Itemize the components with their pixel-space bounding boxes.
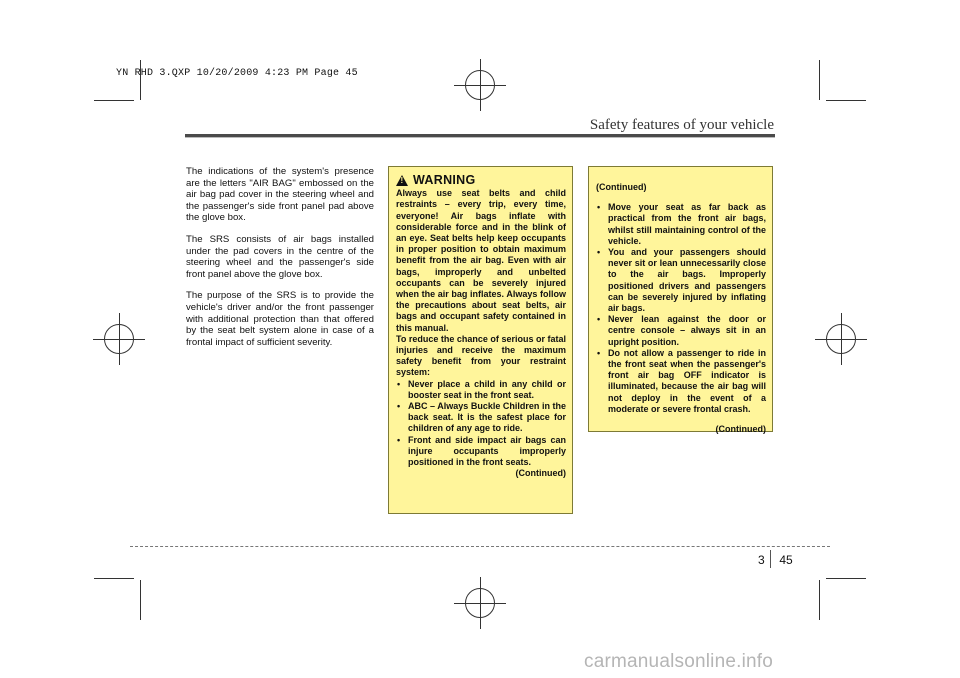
page-number	[758, 553, 793, 567]
crop-mark	[819, 60, 820, 100]
warning-intro: Always use seat belts and child restraints – every trip, every time, everyone! Air bags inflate with considerable force and in the blink of an eye. Seat belts help keep occupants in proper position to obtain maximum benefit from the air bag. Even with air bags, improperly and unbelted occupants can be severely injured when the air bag inflates. Always follow the precautions about seat belts, air bags and occupant safety contained in this manual.	[396, 188, 566, 333]
list-item: • ABC – Always Buckle Children in the back seat. It is the safest place for children of any age to ride.	[396, 401, 566, 435]
continued-warning-box	[588, 166, 773, 435]
chapter-number: 3	[758, 553, 765, 567]
paragraph: The purpose of the SRS is to provide the vehicle's driver and/or the front passenger with additional protection than that offered by the seat belt system alone in case of a frontal impact of sufficient severity.	[186, 290, 374, 348]
watermark: carmanualsonline.info	[584, 651, 774, 672]
list-item: • Move your seat as far back as practical from the front air bags, whilst still maintaining control of the vehicle.	[596, 202, 766, 247]
list-item: • You and your passengers should never sit or lean unnecessarily close to the air bags. Improperly positioned drivers and passengers can be severely injured by inflating air bags.	[596, 247, 766, 314]
paragraph: The SRS consists of air bags installed under the pad covers in the centre of the steering wheel and the passenger's side front panel above the glove box.	[186, 233, 374, 280]
warning-bullet-list	[396, 379, 566, 469]
crop-mark	[94, 100, 134, 101]
list-item: • Never lean against the door or centre console – always sit in an upright position.	[596, 314, 766, 348]
crop-mark	[140, 60, 141, 100]
warning-header	[396, 175, 566, 186]
page-number-value: 45	[779, 553, 793, 567]
continued-label: (Continued)	[715, 424, 766, 435]
registration-mark-top	[465, 70, 495, 100]
crop-mark	[94, 578, 134, 579]
page-header-title: Safety features of your vehicle	[589, 117, 774, 133]
print-slug: YN RHD 3.QXP 10/20/2009 4:23 PM Page 45	[116, 68, 358, 79]
page-number-separator	[770, 550, 771, 568]
continued-label: (Continued)	[515, 468, 566, 479]
crop-mark	[826, 100, 866, 101]
header-rule-light	[185, 137, 775, 138]
registration-mark-bottom	[465, 588, 495, 618]
paragraph: The indications of the system's presence are the letters "AIR BAG" embossed on the air bag pad cover in the steering wheel and the passenger's side front panel pad above the glove box.	[186, 166, 374, 224]
continued-bullet-list	[596, 202, 766, 415]
list-item: • Front and side impact air bags can injure occupants improperly positioned in the front seats.	[396, 435, 566, 469]
list-item: • Never place a child in any child or booster seat in the front seat.	[396, 379, 566, 401]
list-item: • Do not allow a passenger to ride in the front seat when the passenger's front air bag OFF indicator is illuminated, because the air bag will not deploy in the event of a moderate or severe frontal crash.	[596, 348, 766, 415]
warning-triangle-icon: !	[396, 175, 408, 186]
crop-mark	[819, 580, 820, 620]
continued-heading: (Continued)	[596, 182, 647, 192]
crop-mark	[140, 580, 141, 620]
warning-box	[388, 166, 573, 514]
warning-title: WARNING	[413, 173, 476, 187]
registration-mark-left	[104, 324, 134, 354]
warning-lead: To reduce the chance of serious or fatal injuries and receive the maximum safety benefit from your restraint system:	[396, 333, 566, 378]
registration-mark-right	[826, 324, 856, 354]
crop-mark	[826, 578, 866, 579]
body-text-column	[186, 166, 374, 358]
footer-dashed-rule	[130, 546, 830, 547]
